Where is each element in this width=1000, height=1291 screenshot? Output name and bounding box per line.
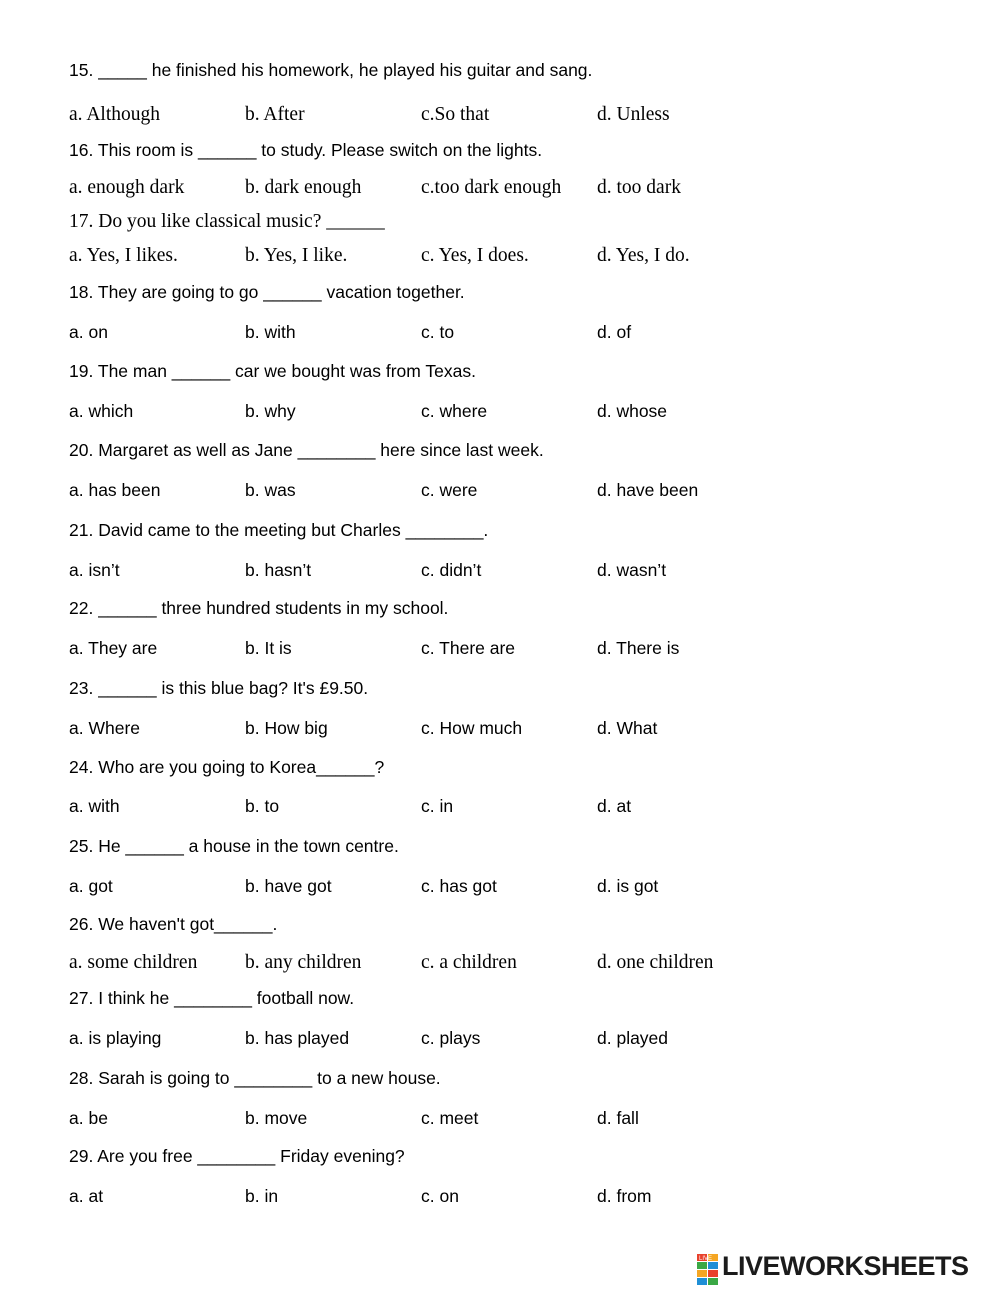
answer-option-d[interactable]: d. at <box>597 796 632 816</box>
answer-option-b[interactable]: b. why <box>245 401 296 421</box>
answer-option-c[interactable]: c. a children <box>421 952 517 973</box>
answer-option-d[interactable]: d. too dark <box>597 177 681 198</box>
answer-option-b[interactable]: b. move <box>245 1108 308 1128</box>
answer-option-a[interactable]: a. is playing <box>69 1028 162 1048</box>
liveworksheets-logo-text: LIVEWORKSHEETS <box>722 1251 969 1281</box>
answer-option-a[interactable]: a. enough dark <box>69 177 185 198</box>
answer-option-d[interactable]: d. fall <box>597 1108 639 1128</box>
answer-option-c[interactable]: c.So that <box>421 104 490 125</box>
answer-option-d[interactable]: d. Unless <box>597 104 670 125</box>
question-text: 27. I think he ________ football now. <box>69 988 355 1008</box>
answer-option-c[interactable]: c. to <box>421 322 455 342</box>
answer-option-c[interactable]: c. plays <box>421 1028 481 1048</box>
answer-option-d[interactable]: d. wasn’t <box>597 560 667 580</box>
answer-option-c[interactable]: c. How much <box>421 718 523 738</box>
answer-option-d[interactable]: d. whose <box>597 401 668 421</box>
answer-option-c[interactable]: c. meet <box>421 1108 479 1128</box>
answer-option-d[interactable]: d. have been <box>597 480 699 500</box>
answer-option-a[interactable]: a. at <box>69 1186 104 1206</box>
answer-option-a[interactable]: a. got <box>69 876 113 896</box>
question-text: 20. Margaret as well as Jane ________ here since last week. <box>69 440 544 460</box>
question-text: 18. They are going to go ______ vacation together. <box>69 282 465 302</box>
answer-option-c[interactable]: c.too dark enough <box>421 177 562 198</box>
answer-option-b[interactable]: b. hasn’t <box>245 560 312 580</box>
answer-option-d[interactable]: d. What <box>597 718 658 738</box>
question-text: 24. Who are you going to Korea______? <box>69 757 385 777</box>
question-text: 28. Sarah is going to ________ to a new house. <box>69 1068 441 1088</box>
answer-option-b[interactable]: b. has played <box>245 1028 350 1048</box>
answer-option-a[interactable]: a. be <box>69 1108 108 1128</box>
answer-option-c[interactable]: c. were <box>421 480 478 500</box>
answer-option-b[interactable]: b. have got <box>245 876 332 896</box>
logo-icon-letter: LIVE <box>699 1256 713 1262</box>
answer-option-d[interactable]: d. from <box>597 1186 652 1206</box>
answer-option-c[interactable]: c. where <box>421 401 488 421</box>
answer-option-b[interactable]: b. to <box>245 796 280 816</box>
question-text: 21. David came to the meeting but Charles ________. <box>69 520 489 540</box>
answer-option-b[interactable]: b. with <box>245 322 296 342</box>
question-text: 19. The man ______ car we bought was from Texas. <box>69 361 476 381</box>
answer-option-b[interactable]: b. any children <box>245 952 362 973</box>
answer-option-b[interactable]: b. After <box>245 104 305 125</box>
answer-option-a[interactable]: a. on <box>69 322 108 342</box>
answer-option-c[interactable]: c. on <box>421 1186 459 1206</box>
question-text: 15. _____ he finished his homework, he played his guitar and sang. <box>69 60 593 80</box>
answer-option-d[interactable]: d. played <box>597 1028 669 1048</box>
question-text: 22. ______ three hundred students in my school. <box>69 598 449 618</box>
answer-option-a[interactable]: a. isn’t <box>69 560 120 580</box>
answer-option-c[interactable]: c. didn’t <box>421 560 482 580</box>
answer-option-a[interactable]: a. Although <box>69 104 160 125</box>
answer-option-d[interactable]: d. There is <box>597 638 680 658</box>
answer-option-a[interactable]: a. which <box>69 401 134 421</box>
answer-option-a[interactable]: a. Yes, I likes. <box>69 245 178 266</box>
answer-option-d[interactable]: d. of <box>597 322 632 342</box>
answer-option-c[interactable]: c. in <box>421 796 454 816</box>
answer-option-a[interactable]: a. some children <box>69 952 198 973</box>
question-text: 17. Do you like classical music? ______ <box>69 211 385 232</box>
answer-option-a[interactable]: a. Where <box>69 718 140 738</box>
answer-option-d[interactable]: d. one children <box>597 952 714 973</box>
answer-option-a[interactable]: a. They are <box>69 638 158 658</box>
question-text: 26. We haven't got______. <box>69 914 278 934</box>
answer-option-c[interactable]: c. There are <box>421 638 516 658</box>
answer-option-a[interactable]: a. has been <box>69 480 161 500</box>
question-text: 25. He ______ a house in the town centre. <box>69 836 399 856</box>
answer-option-b[interactable]: b. in <box>245 1186 279 1206</box>
question-text: 23. ______ is this blue bag? It's £9.50. <box>69 678 369 698</box>
answer-option-a[interactable]: a. with <box>69 796 120 816</box>
question-text: 16. This room is ______ to study. Please switch on the lights. <box>69 140 543 160</box>
answer-option-b[interactable]: b. It is <box>245 638 292 658</box>
answer-option-c[interactable]: c. Yes, I does. <box>421 245 529 266</box>
answer-option-b[interactable]: b. Yes, I like. <box>245 245 348 266</box>
answer-option-d[interactable]: d. is got <box>597 876 659 896</box>
answer-option-d[interactable]: d. Yes, I do. <box>597 245 690 266</box>
answer-option-c[interactable]: c. has got <box>421 876 497 896</box>
answer-option-b[interactable]: b. How big <box>245 718 328 738</box>
question-text: 29. Are you free ________ Friday evening? <box>69 1146 405 1166</box>
answer-option-b[interactable]: b. dark enough <box>245 177 362 198</box>
answer-option-b[interactable]: b. was <box>245 480 296 500</box>
